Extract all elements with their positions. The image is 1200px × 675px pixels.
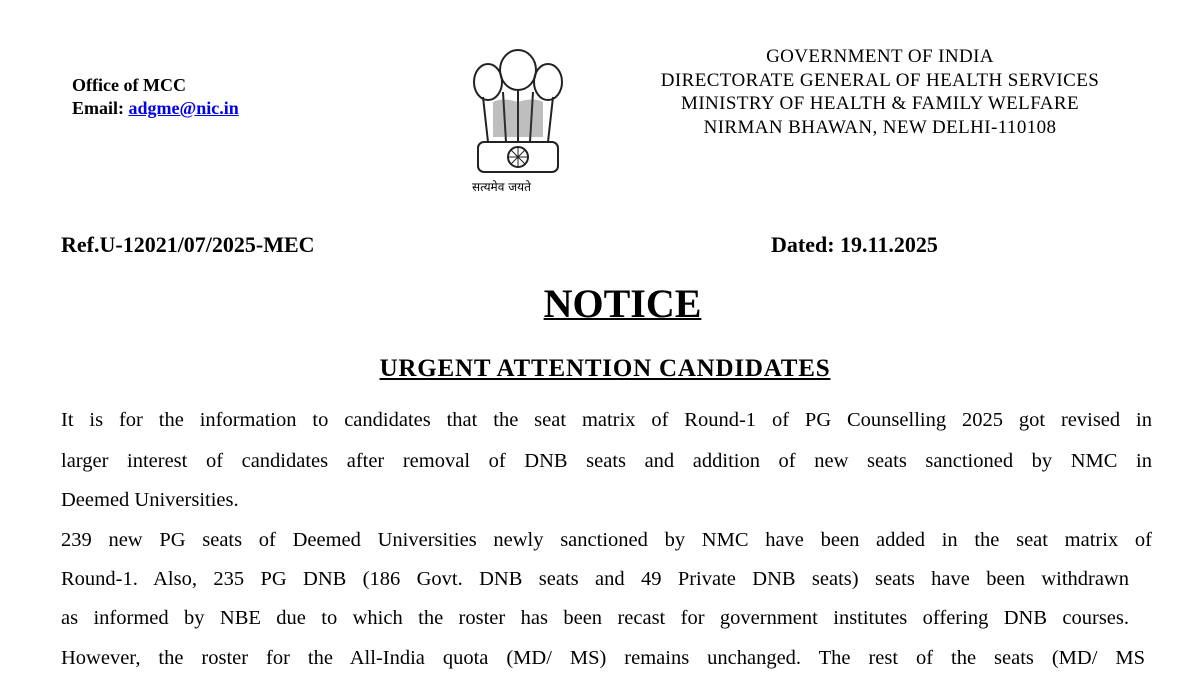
- body-line: However, the roster for the All-India quota (MD/ MS) remains unchanged. The rest of the seats (MD/ MS: [61, 647, 1145, 669]
- body-line: 239 new PG seats of Deemed Universities newly sanctioned by NMC have been added in the seat matrix of: [61, 529, 1152, 551]
- header-line: MINISTRY OF HEALTH & FAMILY WELFARE: [681, 93, 1079, 114]
- header-line: GOVERNMENT OF INDIA: [766, 46, 994, 67]
- notice-date: Dated: 19.11.2025: [771, 232, 938, 257]
- notice-subtitle: URGENT ATTENTION CANDIDATES: [379, 355, 831, 382]
- email-link[interactable]: adgme@nic.in: [128, 98, 239, 118]
- notice-title: NOTICE: [543, 281, 702, 326]
- office-name: Office of MCC: [72, 75, 186, 95]
- national-emblem-icon: [458, 42, 578, 197]
- body-line: It is for the information to candidates that the seat matrix of Round-1 of PG Counselling 2025 got revised in: [61, 409, 1152, 431]
- emblem-motto: सत्यमेव जयते: [472, 180, 531, 194]
- body-line: as informed by NBE due to which the roster has been recast for government institutes offering DNB courses.: [61, 607, 1129, 629]
- body-line: larger interest of candidates after removal of DNB seats and addition of new seats sanctioned by NMC in: [61, 450, 1152, 472]
- email-label: Email:: [72, 98, 124, 118]
- body-line: Round-1. Also, 235 PG DNB (186 Govt. DNB seats and 49 Private DNB seats) seats have been withdrawn: [61, 568, 1129, 590]
- department-header: [600, 45, 1160, 139]
- header-line: DIRECTORATE GENERAL OF HEALTH SERVICES: [660, 69, 1100, 91]
- office-block: [72, 74, 239, 120]
- body-line: Deemed Universities.: [61, 489, 239, 511]
- header-line: NIRMAN BHAWAN, NEW DELHI-110108: [703, 116, 1057, 138]
- reference-number: Ref.U-12021/07/2025-MEC: [61, 232, 315, 257]
